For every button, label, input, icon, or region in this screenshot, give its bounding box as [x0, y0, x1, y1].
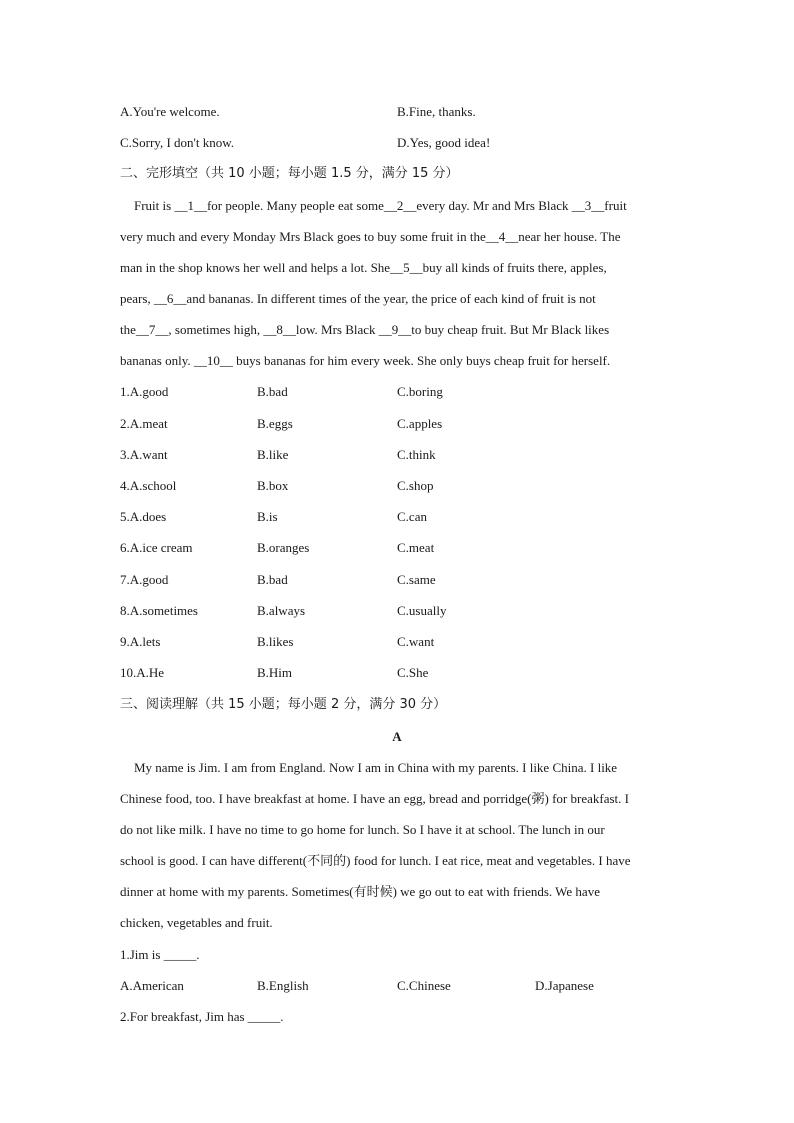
- cloze-line-3: man in the shop knows her well and helps a lot. She__5__buy all kinds of fruits there, apples,: [120, 260, 607, 275]
- choice-c: C.think: [397, 447, 436, 462]
- choice-a: 8.A.sometimes: [120, 603, 198, 618]
- choice-c: C.boring: [397, 384, 443, 399]
- choice-b: B.oranges: [257, 540, 310, 555]
- choice-a: 2.A.meat: [120, 416, 168, 431]
- choice-b: B.bad: [257, 572, 288, 587]
- choice-a: 5.A.does: [120, 509, 167, 524]
- option-d: D.Yes, good idea!: [397, 135, 491, 150]
- passage-title: A: [392, 729, 402, 744]
- reading-choice-b: B.English: [257, 978, 309, 993]
- choice-c: C.usually: [397, 603, 447, 618]
- reading-choice-a: A.American: [120, 978, 184, 993]
- section-heading-reading: 三、阅读理解（共 15 小题；每小题 2 分，满分 30 分）: [120, 697, 447, 712]
- choice-b: B.box: [257, 478, 289, 493]
- choice-b: B.always: [257, 603, 306, 618]
- cloze-line-1: Fruit is __1__for people. Many people eat some__2__every day. Mr and Mrs Black __3__fruit: [134, 198, 627, 213]
- cloze-line-6: bananas only. __10__ buys bananas for him every week. She only buys cheap fruit for herself.: [120, 353, 611, 368]
- reading-question-2: 2.For breakfast, Jim has _____.: [120, 1009, 284, 1024]
- choice-c: C.She: [397, 665, 429, 680]
- choice-b: B.likes: [257, 634, 294, 649]
- choice-c: C.apples: [397, 416, 443, 431]
- reading-question-1: 1.Jim is _____.: [120, 947, 200, 962]
- choice-a: 6.A.ice cream: [120, 540, 193, 555]
- choice-c: C.shop: [397, 478, 434, 493]
- cloze-line-4: pears, __6__and bananas. In different times of the year, the price of each kind of fruit is not: [120, 291, 596, 306]
- cloze-line-2: very much and every Monday Mrs Black goes to buy some fruit in the__4__near her house. The: [120, 229, 621, 244]
- reading-line-4: school is good. I can have different(不同的) food for lunch. I eat rice, meat and vegetables. I have: [120, 853, 631, 868]
- choice-c: C.same: [397, 572, 436, 587]
- choice-b: B.like: [257, 447, 289, 462]
- choice-b: B.Him: [257, 665, 293, 680]
- option-c: C.Sorry, I don't know.: [120, 135, 235, 150]
- choice-c: C.can: [397, 509, 427, 524]
- choice-c: C.want: [397, 634, 435, 649]
- choice-a: 3.A.want: [120, 447, 168, 462]
- section-heading-cloze: 二、完形填空（共 10 小题；每小题 1.5 分，满分 15 分）: [120, 166, 459, 181]
- reading-line-6: chicken, vegetables and fruit.: [120, 915, 273, 930]
- reading-line-5: dinner at home with my parents. Sometimes(有时候) we go out to eat with friends. We have: [120, 884, 600, 899]
- reading-line-2: Chinese food, too. I have breakfast at home. I have an egg, bread and porridge(粥) for breakfast. I: [120, 791, 629, 806]
- choice-a: 7.A.good: [120, 572, 169, 587]
- reading-line-3: do not like milk. I have no time to go home for lunch. So I have it at school. The lunch in our: [120, 822, 605, 837]
- choice-a: 9.A.lets: [120, 634, 161, 649]
- choice-c: C.meat: [397, 540, 435, 555]
- reading-line-1: My name is Jim. I am from England. Now I am in China with my parents. I like China. I like: [134, 760, 618, 775]
- option-b: B.Fine, thanks.: [397, 104, 476, 119]
- reading-choice-c: C.Chinese: [397, 978, 451, 993]
- cloze-line-5: the__7__, sometimes high, __8__low. Mrs Black __9__to buy cheap fruit. But Mr Black likes: [120, 322, 610, 337]
- choice-a: 1.A.good: [120, 384, 169, 399]
- reading-choice-d: D.Japanese: [535, 978, 594, 993]
- choice-b: B.is: [257, 509, 278, 524]
- choice-a: 4.A.school: [120, 478, 177, 493]
- choice-b: B.bad: [257, 384, 288, 399]
- choice-a: 10.A.He: [120, 665, 165, 680]
- choice-b: B.eggs: [257, 416, 293, 431]
- option-a: A.You're welcome.: [120, 104, 220, 119]
